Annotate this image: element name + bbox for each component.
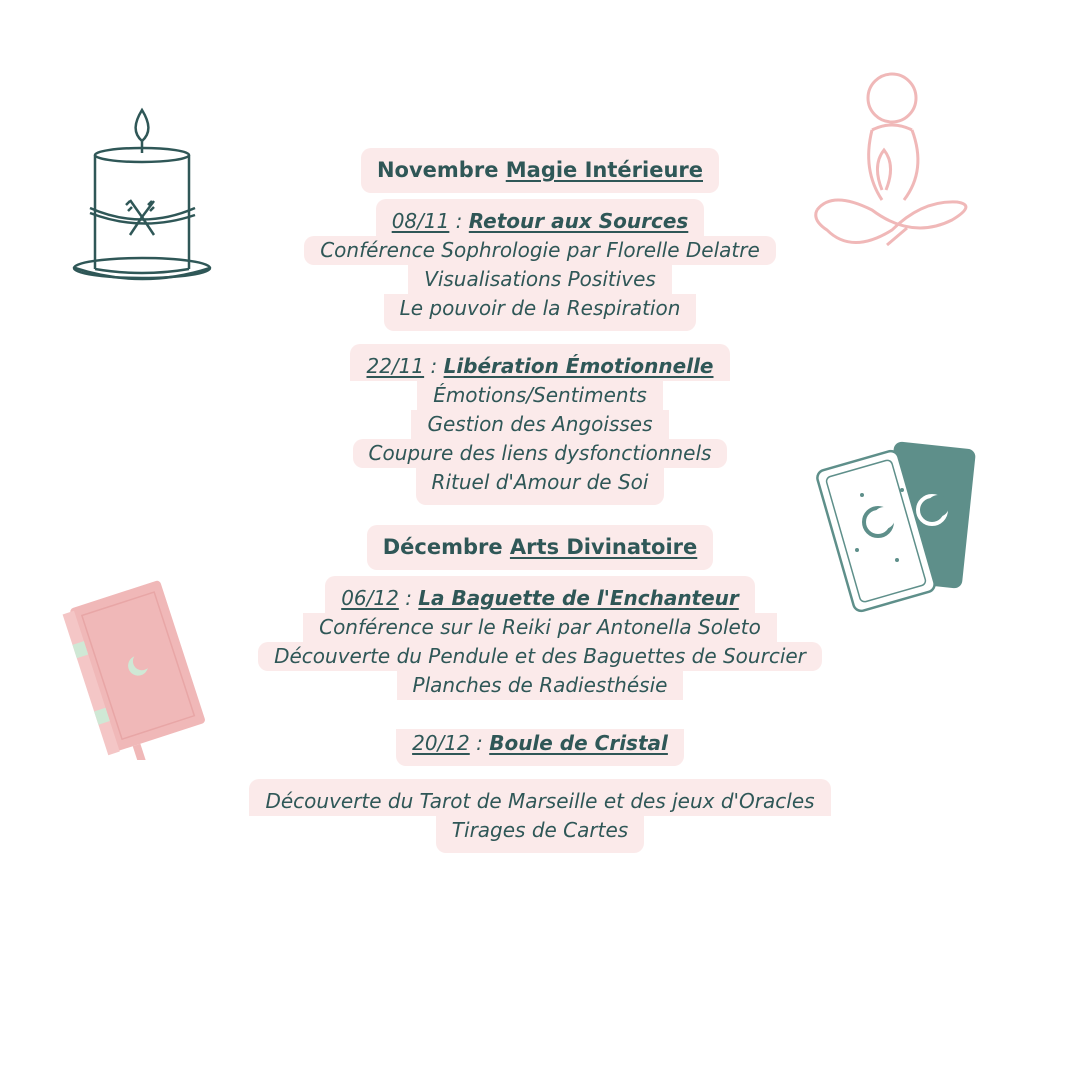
month-november-heading bbox=[0, 148, 1080, 182]
event-date: 08/11 bbox=[391, 209, 450, 233]
event-title: Libération Émotionnelle bbox=[443, 354, 714, 378]
event-title: La Baguette de l'Enchanteur bbox=[418, 586, 739, 610]
event-item: Planches de Radiesthésie bbox=[0, 671, 1080, 700]
month-december-heading bbox=[0, 525, 1080, 559]
event-date: 20/12 bbox=[412, 731, 470, 755]
event-item: Émotions/Sentiments bbox=[0, 381, 1080, 410]
event-date: 22/11 bbox=[366, 354, 425, 378]
event-item: Coupure des liens dysfonctionnels bbox=[0, 439, 1080, 468]
month-name: Novembre bbox=[376, 158, 499, 182]
month-theme-link: Arts Divinatoire bbox=[509, 535, 698, 559]
month-theme-link: Magie Intérieure bbox=[505, 158, 703, 182]
event-item: Découverte du Tarot de Marseille et des jeux d'Oracles bbox=[0, 787, 1080, 816]
event-date: 06/12 bbox=[341, 586, 399, 610]
event-item: Gestion des Angoisses bbox=[0, 410, 1080, 439]
event-heading: 08/11 : Retour aux Sources bbox=[0, 207, 1080, 236]
event-item: Rituel d'Amour de Soi bbox=[0, 468, 1080, 497]
event-item: Découverte du Pendule et des Baguettes de Sourcier bbox=[0, 642, 1080, 671]
event-item: Visualisations Positives bbox=[0, 265, 1080, 294]
event-title: Boule de Cristal bbox=[489, 731, 668, 755]
event-item: Tirages de Cartes bbox=[0, 816, 1080, 845]
month-name: Décembre bbox=[382, 535, 503, 559]
event-title: Retour aux Sources bbox=[468, 209, 689, 233]
event-item: Conférence sur le Reiki par Antonella Soleto bbox=[0, 613, 1080, 642]
event-heading: 06/12 : La Baguette de l'Enchanteur bbox=[0, 584, 1080, 613]
event-item: Le pouvoir de la Respiration bbox=[0, 294, 1080, 323]
event-heading: 20/12 : Boule de Cristal bbox=[0, 729, 1080, 758]
event-item: Conférence Sophrologie par Florelle Delatre bbox=[0, 236, 1080, 265]
event-heading: 22/11 : Libération Émotionnelle bbox=[0, 352, 1080, 381]
